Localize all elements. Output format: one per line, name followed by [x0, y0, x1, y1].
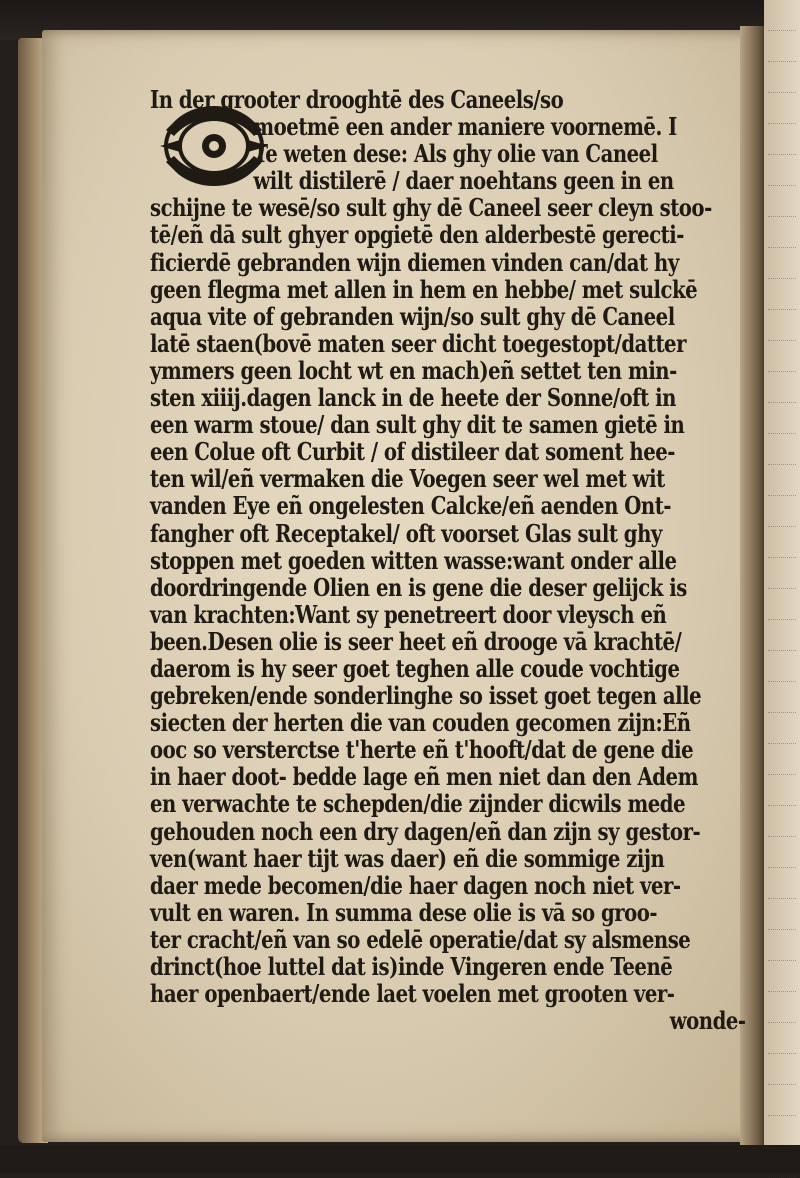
text-line: gebreken/ende sonderlinghe so isset goet tegen alle [150, 681, 702, 711]
text-line: tē/eñ dā sult ghyer opgietē den alderbestē gerecti- [150, 220, 684, 250]
text-line: daerom is hy seer goet teghen alle coude vochtige [150, 653, 680, 683]
text-line: haer openbaert/ende laet voelen met grooten ver- [150, 979, 675, 1009]
text-line: drinct(hoe luttel dat is)inde Vingeren ende Teenē [150, 952, 673, 981]
text-line: siecten der herten die van couden gecomen zijn:Eñ [150, 708, 691, 738]
text-line: In der grooter drooghtē des Caneels/so [150, 85, 564, 114]
text-line: geen flegma met allen in hem en hebbe/ met sulckē [150, 274, 698, 304]
text-line: Te weten dese: Als ghy olie van Caneel [253, 139, 658, 169]
text-line: latē staen(bovē maten seer dicht toegestopt/datter [150, 328, 686, 358]
text-line: gehouden noch een dry dagen/eñ dan zijn sy gestor- [150, 816, 701, 846]
text-line: wilt distilerē / daer noehtans geen in en [253, 166, 674, 196]
text-line: ficierdē gebranden wijn diemen vinden can/dat hy [150, 247, 679, 277]
text-line: ter cracht/eñ van so edelē operatie/dat sy alsmense [150, 924, 691, 954]
background-bottom [0, 1145, 800, 1173]
text-line: in haer doot- bedde lage eñ men niet dan den Adem [150, 762, 698, 792]
text-line: been.Desen olie is seer heet eñ drooge vā krachtē/ [150, 626, 682, 656]
text-line: ymmers geen locht wt en mach)eñ settet ten min- [150, 355, 677, 385]
text-line: een Colue oft Curbit / of distileer dat soment hee- [150, 437, 675, 467]
text-line: schijne te wesē/so sult ghy dē Caneel seer cleyn stoo- [150, 193, 712, 223]
text-line: sten xiiij.dagen lanck in de heete der Sonne/oft in [150, 383, 676, 413]
text-line: stoppen met goeden witten wasse:want onder alle [150, 545, 677, 575]
text-line: moetmē een ander maniere voornemē. I [253, 112, 677, 142]
text-line: en verwachte te schepden/die zijnder dicwils mede [150, 789, 686, 819]
text-line: aqua vite of gebranden wijn/so sult ghy dē Caneel [150, 301, 675, 331]
text-line: van krachten:Want sy penetreert door vleysch eñ [150, 599, 667, 629]
facing-page-edge [764, 0, 800, 1173]
text-line: daer mede becomen/die haer dagen noch niet ver- [150, 870, 681, 900]
text-line: vanden Eye eñ ongelesten Calcke/eñ aenden Ont- [150, 491, 671, 521]
text-line: doordringende Olien en is gene die deser gelijck is [150, 572, 687, 602]
document-text [150, 86, 762, 1034]
text-line: ven(want haer tijt was daer) eñ die sommige zijn [150, 843, 665, 873]
text-line: een warm stoue/ dan sult ghy dit te samen gietē in [150, 410, 685, 440]
text-line: ooc so versterctse t'herte eñ t'hooft/dat de gene die [150, 735, 694, 765]
text-line: vult en waren. In summa dese olie is vā so groo- [150, 897, 658, 927]
text-line: fangher oft Receptakel/ oft voorset Glas sult ghy [150, 518, 662, 548]
catchword: wonde- [669, 1006, 746, 1036]
text-line: ten wil/eñ vermaken die Voegen seer wel met wit [150, 464, 665, 494]
